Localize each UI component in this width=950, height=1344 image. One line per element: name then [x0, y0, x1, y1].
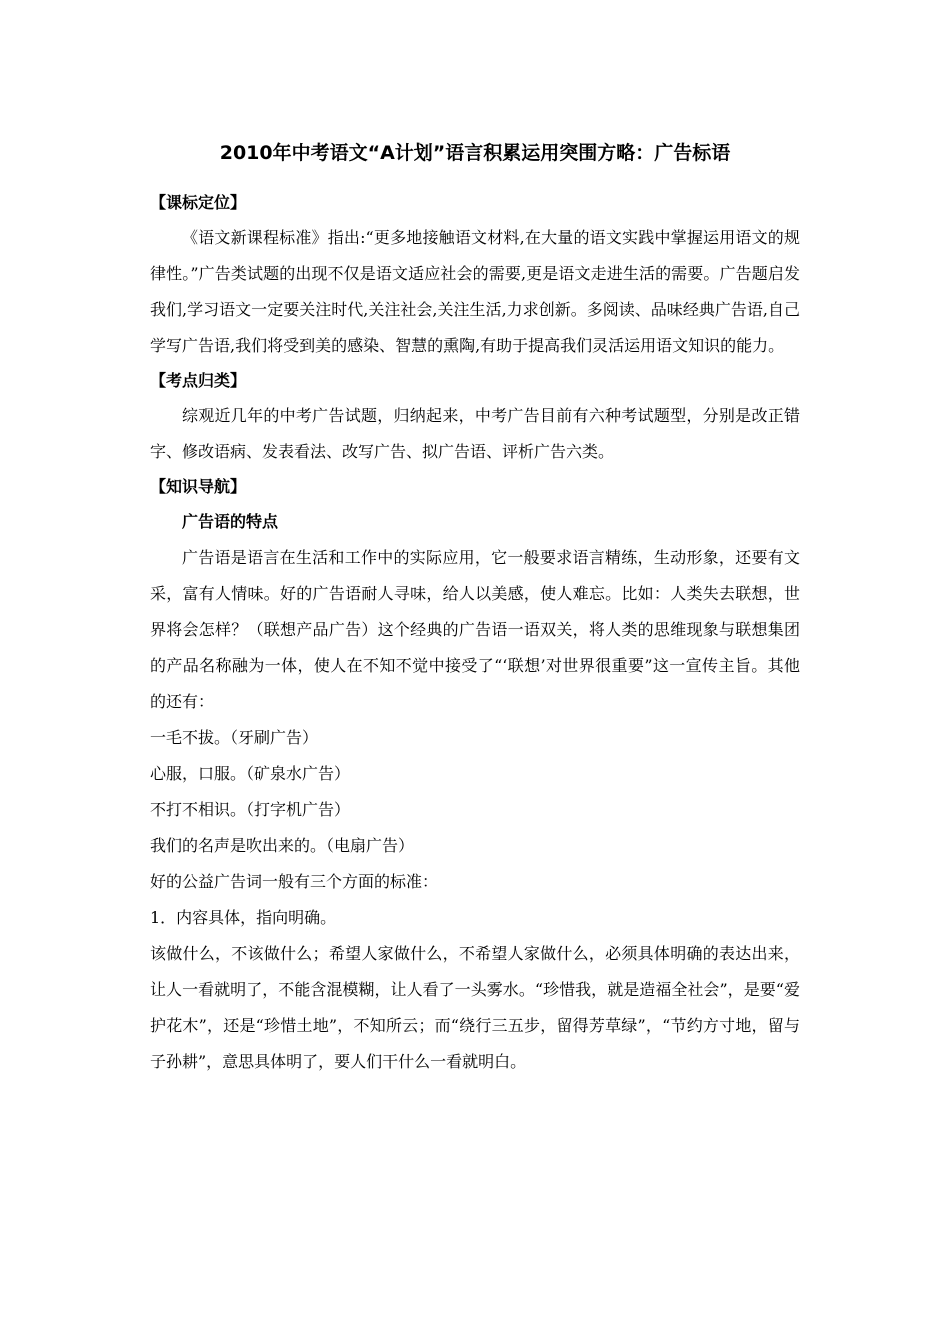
section-heading-curriculum: 【课标定位】 [150, 193, 247, 212]
document-body [150, 134, 800, 1080]
section-paragraph-exam-points: 综观近几年的中考广告试题，归纳起来，中考广告目前有六种考试题型，分别是改正错字、修改语病、发表看法、改写广告、拟广告语、评析广告六类。 [150, 406, 800, 461]
example-line: 心服，口服。（矿泉水广告） [150, 764, 351, 783]
document-title: 2010年中考语文“A计划”语言积累运用突围方略：广告标语 [219, 142, 731, 164]
standard-1-title: 1．内容具体，指向明确。 [150, 908, 337, 927]
section-heading-knowledge: 【知识导航】 [150, 477, 247, 496]
example-line: 一毛不拔。（牙刷广告） [150, 728, 319, 747]
standard-1-text: 该做什么，不该做什么；希望人家做什么，不希望人家做什么，必须具体明确的表达出来，让人一看就明了，不能含混模糊，让人看了一头雾水。“珍惜我，就是造福全社会”，是要“爱护花木”，还是“珍惜土地”，不知所云；而“绕行三五步，留得芳草绿”，“节约方寸地，留与子孙耕”，意思具体明了，要人们干什么一看就明白。 [150, 944, 800, 1071]
standards-intro: 好的公益广告词一般有三个方面的标准： [150, 872, 439, 891]
section-heading-exam-points: 【考点归类】 [150, 371, 247, 390]
subheading-ad-features: 广告语的特点 [182, 512, 279, 531]
section-paragraph-curriculum: 《语文新课程标准》指出:“更多地接触语文材料,在大量的语文实践中掌握运用语文的规律性。”广告类试题的出现不仅是语文适应社会的需要,更是语文走进生活的需要。广告题启发我们,学习语文一定要关注时代,关注社会,关注生活,力求创新。多阅读、品味经典广告语,自己学写广告语,我们将受到美的感染、智慧的熏陶,有助于提高我们灵活运用语文知识的能力。 [150, 228, 800, 355]
example-line: 不打不相识。（打字机广告） [150, 800, 351, 819]
section-paragraph-knowledge: 广告语是语言在生活和工作中的实际应用，它一般要求语言精练，生动形象，还要有文采，富有人情味。好的广告语耐人寻味，给人以美感，使人难忘。比如：人类失去联想，世界将会怎样？（联想产品广告）这个经典的广告语一语双关，将人类的思维现象与联想集团的产品名称融为一体，使人在不知不觉中接受了“‘联想’对世界很重要”这一宣传主旨。其他的还有： [150, 548, 800, 711]
example-line: 我们的名声是吹出来的。（电扇广告） [150, 836, 415, 855]
